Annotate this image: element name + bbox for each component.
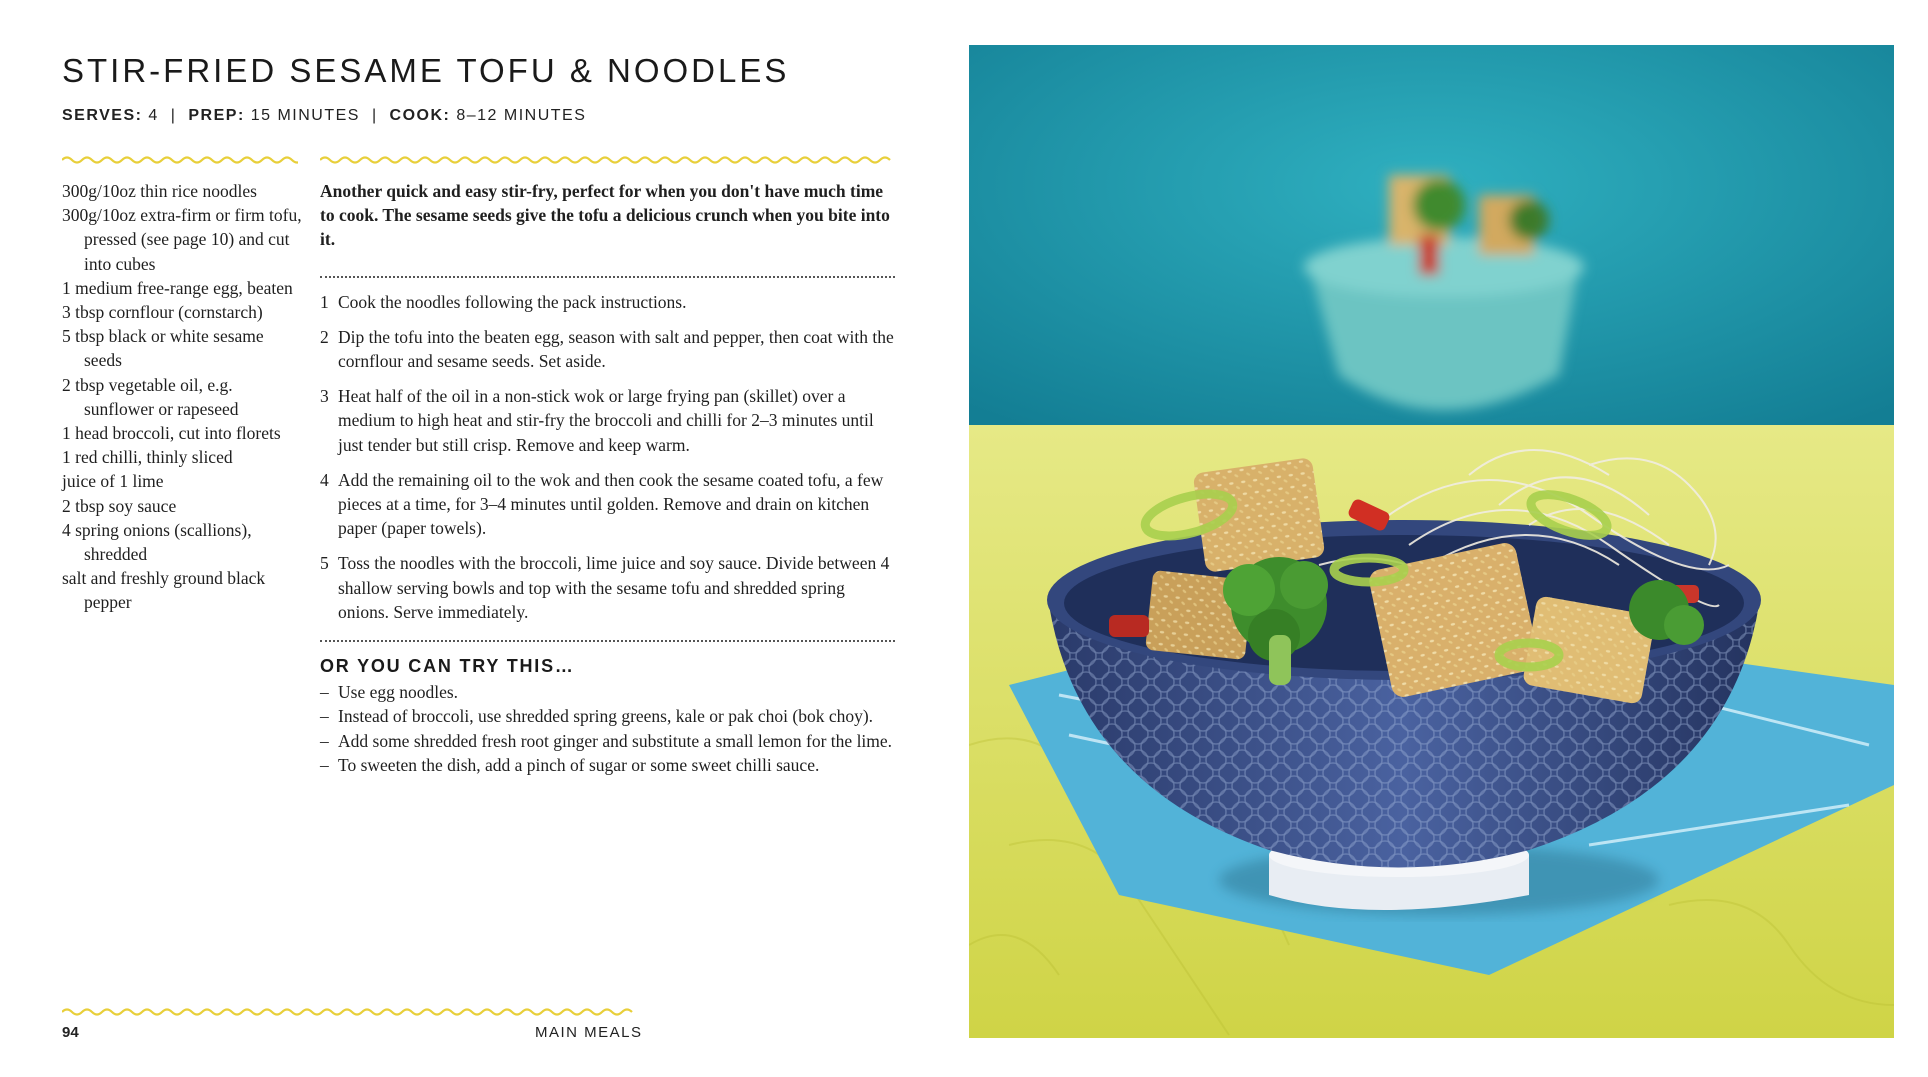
step-number: 1 (320, 291, 329, 312)
meta-separator: | (170, 107, 177, 124)
method-step (320, 325, 895, 373)
variation-text: To sweeten the dish, add a pinch of sugar or some sweet chilli sauce. (338, 754, 820, 775)
variation-item (320, 680, 895, 704)
step-text: Add the remaining oil to the wok and then cook the sesame coated tofu, a few pieces at a time, for 3–4 minutes until golden. Remove and drain on kitchen paper (paper towels). (338, 469, 884, 539)
recipe-intro: Another quick and easy stir-fry, perfect for when you don't have much time to cook. The sesame seeds give the tofu a delicious crunch when you bite into it. (320, 181, 890, 250)
step-number: 4 (320, 469, 329, 490)
method-step (320, 468, 895, 541)
ingredient-item: 3 tbsp cornflour (cornstarch) (62, 302, 263, 323)
recipe-meta (62, 107, 586, 125)
serves-value: 4 (148, 107, 159, 124)
cook-label: COOK: (389, 107, 451, 124)
variation-item (320, 704, 895, 728)
serves-label: SERVES: (62, 107, 143, 124)
step-text: Toss the noodles with the broccoli, lime juice and soy sauce. Divide between 4 shallow serving bowls and top with the sesame tofu and shredded spring onions. Serve immediately. (338, 553, 890, 622)
step-text: Heat half of the oil in a non-stick wok or large frying pan (skillet) over a medium to high heat and stir-fry the broccoli and chilli for 2–3 minutes until just tender but still crisp. Remove and keep warm. (338, 386, 874, 455)
method-step (320, 384, 895, 457)
variation-item (320, 729, 895, 753)
ingredient-item: salt and freshly ground black pepper (62, 568, 266, 613)
ingredient-item: 1 red chilli, thinly sliced (62, 447, 233, 468)
dotted-divider (320, 640, 895, 642)
ingredient-item: 1 head broccoli, cut into florets (62, 423, 281, 444)
step-number: 3 (320, 386, 329, 407)
cook-value: 8–12 MINUTES (456, 107, 587, 124)
variation-marker: – (320, 754, 329, 775)
variations-heading: OR YOU CAN TRY THIS… (320, 656, 575, 677)
prep-label: PREP: (188, 107, 245, 124)
step-number: 2 (320, 326, 329, 347)
ingredients-wave-divider (62, 154, 298, 166)
ingredient-item: 5 tbsp black or white sesame seeds (62, 326, 264, 371)
ingredient-item: 2 tbsp soy sauce (62, 495, 177, 516)
recipe-photo (969, 45, 1894, 1038)
recipe-title: STIR-FRIED SESAME TOFU & NOODLES (62, 52, 790, 89)
ingredients-list (62, 179, 302, 615)
ingredient-item: 300g/10oz thin rice noodles (62, 181, 257, 201)
variation-text: Use egg noodles. (338, 682, 459, 703)
step-text: Cook the noodles following the pack instructions. (338, 291, 687, 312)
step-number: 5 (320, 553, 329, 574)
section-name: MAIN MEALS (535, 1024, 643, 1041)
ingredient-item: 4 spring onions (scallions), shredded (62, 519, 252, 565)
variation-text: Add some shredded fresh root ginger and substitute a small lemon for the lime. (338, 730, 893, 751)
method-column (320, 179, 895, 777)
variations-list (320, 680, 895, 777)
ingredient-item: 300g/10oz extra-firm or firm tofu, pressed (see page 10) and cut into cubes (62, 205, 302, 274)
method-step (320, 290, 895, 314)
method-step (320, 551, 895, 624)
ingredient-item: juice of 1 lime (62, 471, 164, 492)
step-text: Dip the tofu into the beaten egg, season with salt and pepper, then coat with the cornflour and sesame seeds. Set aside. (338, 326, 894, 372)
variation-item (320, 753, 895, 777)
ingredient-item: 1 medium free-range egg, beaten (62, 277, 293, 298)
meta-separator: | (371, 107, 378, 124)
method-wave-divider (320, 154, 895, 166)
ingredient-item: 2 tbsp vegetable oil, e.g. sunflower or rapeseed (62, 374, 239, 419)
variation-marker: – (320, 730, 329, 751)
variation-marker: – (320, 682, 329, 703)
variation-marker: – (320, 706, 329, 727)
page-number: 94 (62, 1024, 79, 1041)
footer-wave-divider (62, 1006, 637, 1018)
variation-text: Instead of broccoli, use shredded spring greens, kale or pak choi (bok choy). (338, 706, 874, 727)
prep-value: 15 MINUTES (250, 107, 360, 124)
dotted-divider (320, 276, 895, 278)
method-steps (320, 290, 895, 624)
